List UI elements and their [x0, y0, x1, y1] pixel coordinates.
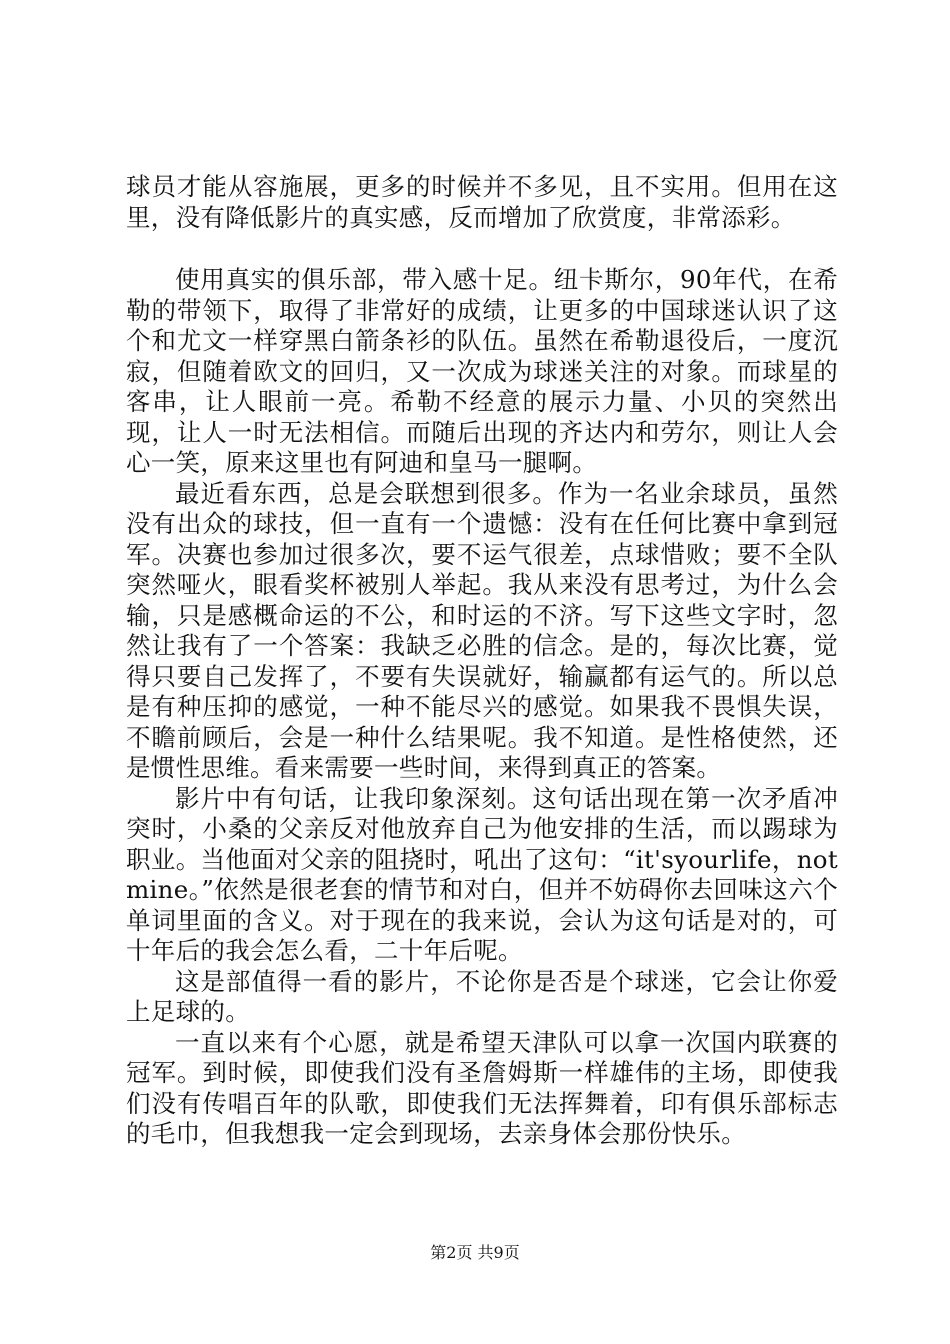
paragraph-amateur-reflection: 最近看东西，总是会联想到很多。作为一名业余球员，虽然没有出众的球技，但一直有一个遗憾：没有在任何比赛中拿到冠军。决赛也参加过很多次，要不运气很差，点球惜败；要不全队突然哑火，眼看奖杯被别人举起。我从来没有思考过，为什么会输，只是感概命运的不公，和时运的不济。写下这些文字时，忽然让我有了一个答案：我缺乏必胜的信念。是的，每次比赛，觉得只要自己发挥了，不要有失误就好，输赢都有运气的。所以总是有种压抑的感觉，一种不能尽兴的感觉。如果我不畏惧失误，不瞻前顾后，会是一种什么结果呢。我不知道。是性格使然，还是惯性思维。看来需要一些时间，来得到真正的答案。 — [126, 478, 838, 782]
document-body — [126, 172, 838, 1150]
paragraph-recommendation: 这是部值得一看的影片，不论你是否是个球迷，它会让你爱上足球的。 — [126, 966, 838, 1026]
paragraph-memorable-quote: 影片中有句话，让我印象深刻。这句话出现在第一次矛盾冲突时，小桑的父亲反对他放弃自己为他安排的生活，而以踢球为职业。当他面对父亲的阻挠时，吼出了这句：“it'syourlife，notmine。”依然是很老套的情节和对白，但并不妨碍你去回味这六个单词里面的含义。对于现在的我来说，会认为这句话是对的，可十年后的我会怎么看，二十年后呢。 — [126, 783, 838, 965]
paragraph-wish: 一直以来有个心愿，就是希望天津队可以拿一次国内联赛的冠军。到时候，即使我们没有圣詹姆斯一样雄伟的主场，即使我们没有传唱百年的队歌，即使我们无法挥舞着，印有俱乐部标志的毛巾，但我想我一定会到现场，去亲身体会那份快乐。 — [126, 1027, 838, 1148]
paragraph-continuation: 球员才能从容施展，更多的时候并不多见，且不实用。但用在这里，没有降低影片的真实感，反而增加了欣赏度，非常添彩。 — [126, 172, 838, 232]
page-number-footer: 第2页 共9页 — [430, 1243, 520, 1262]
paragraph-real-clubs: 使用真实的俱乐部，带入感十足。纽卡斯尔，90年代，在希勒的带领下，取得了非常好的成绩，让更多的中国球迷认识了这个和尤文一样穿黑白箭条衫的队伍。虽然在希勒退役后，一度沉寂，但随着欧文的回归，又一次成为球迷关注的对象。而球星的客串，让人眼前一亮。希勒不经意的展示力量、小贝的突然出现，让人一时无法相信。而随后出现的齐达内和劳尔，则让人会心一笑，原来这里也有阿迪和皇马一腿啊。 — [126, 265, 838, 477]
